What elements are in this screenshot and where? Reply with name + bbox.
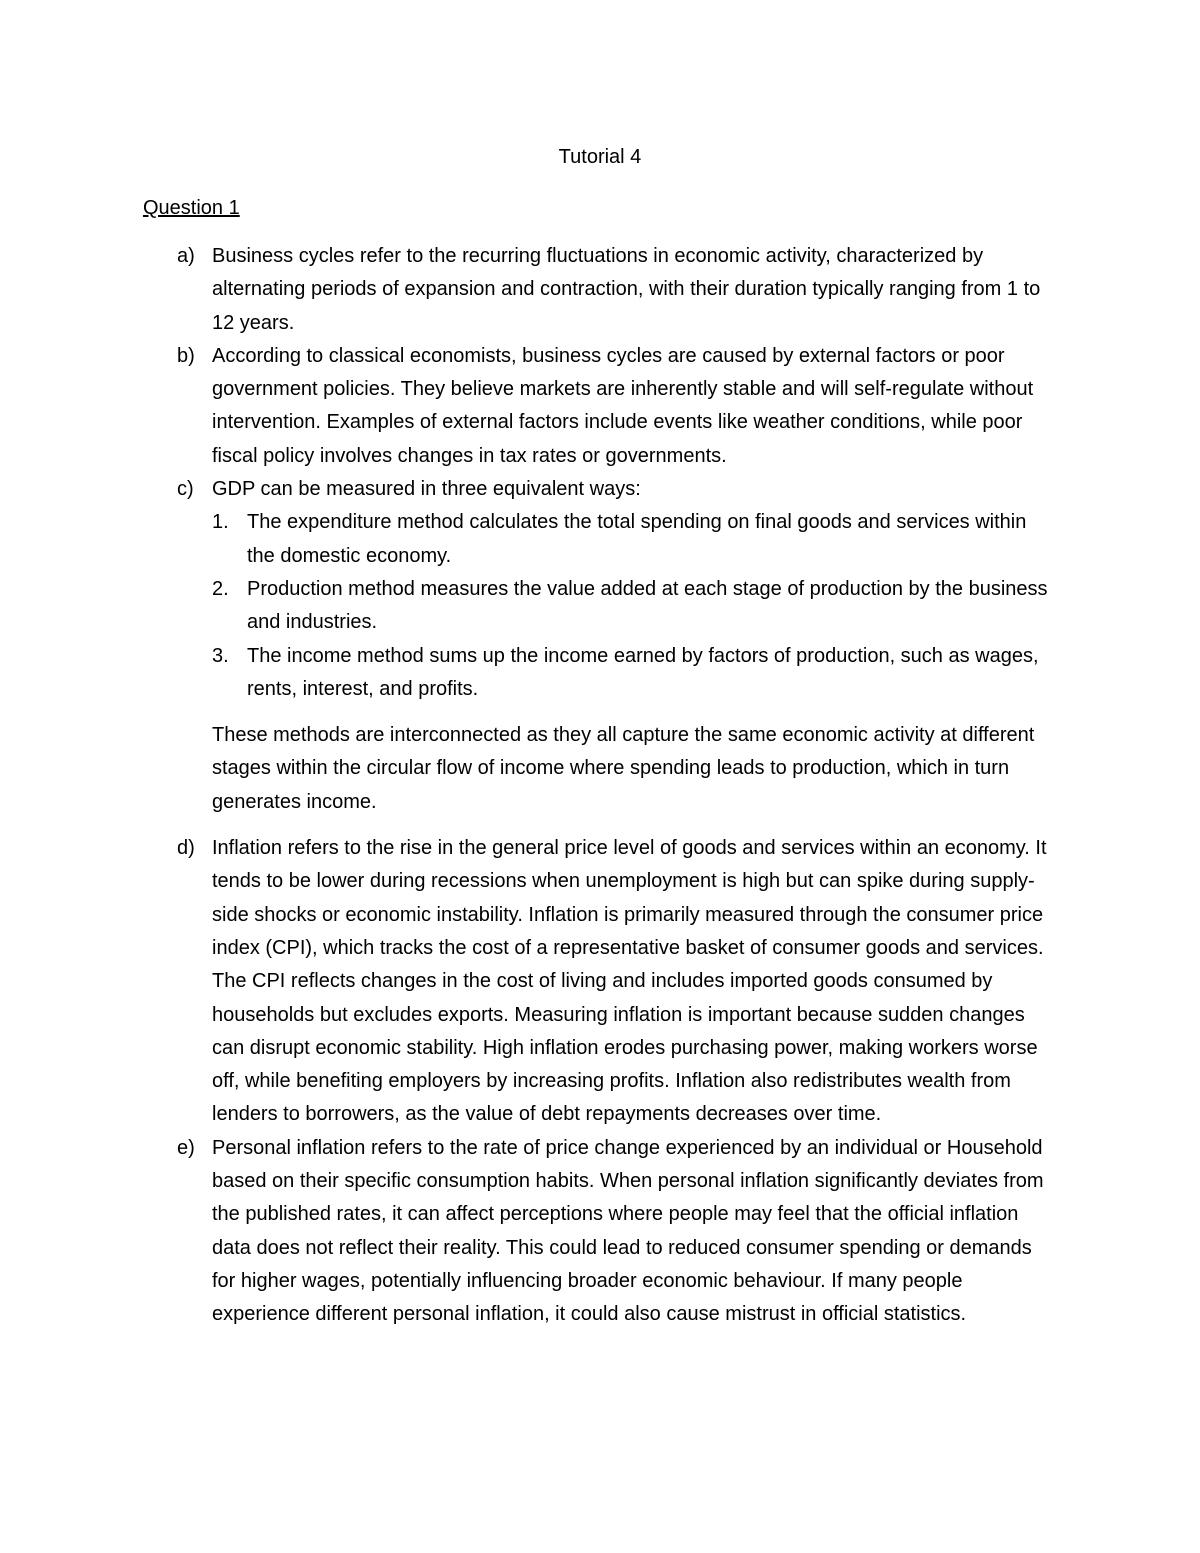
list-number: 3.: [212, 644, 229, 667]
answer-item-e: [0, 1132, 1058, 1332]
answer-item-c: [0, 473, 1058, 506]
document-title: Tutorial 4: [558, 146, 642, 168]
list-number: 2.: [212, 577, 229, 600]
list-item-text: The expenditure method calculates the total spending on final goods and services within the domestic economy.: [247, 511, 1027, 567]
item-marker: c): [177, 478, 194, 501]
answer-item-d: [0, 832, 1058, 1132]
item-marker: b): [177, 344, 195, 367]
list-item-text: Production method measures the value added at each stage of production by the business and industries.: [247, 577, 1048, 634]
answer-item-b: [0, 340, 1058, 473]
question-heading: Question 1: [143, 197, 240, 219]
list-item: [0, 506, 1058, 573]
item-text: According to classical economists, business cycles are caused by external factors or poor government policies. They believe markets are inherently stable and will self-regulate without intervention. Examples of external factors include events like weather conditions, while poor fiscal policy involves changes in tax rates or governments.: [212, 344, 1034, 467]
answer-item-a: [0, 240, 1058, 340]
answer-list: [0, 240, 1200, 1332]
list-item-text: The income method sums up the income earned by factors of production, such as wages, rents, interest, and profits.: [247, 644, 1039, 700]
list-item: [0, 573, 1058, 640]
gdp-methods-list: [0, 506, 1200, 706]
item-marker: d): [177, 837, 195, 860]
item-marker: a): [177, 245, 195, 267]
list-item: [0, 640, 1058, 707]
gdp-methods-summary: These methods are interconnected as they all capture the same economic activity at different stages within the circular flow of income where spending leads to production, which in turn generates income.: [212, 724, 1035, 813]
list-number: 1.: [212, 511, 229, 534]
item-text: Inflation refers to the rise in the general price level of goods and services within an economy. It tends to be lower during recessions when unemployment is high but can spike during supply-side shocks or economic instability. Inflation is primarily measured through the consumer price index (CPI), which tracks the cost of a representative basket of consumer goods and services. The CPI reflects changes in the cost of living and includes imported goods consumed by households but excludes exports. Measuring inflation is important because sudden changes can disrupt economic stability. High inflation erodes purchasing power, making workers worse off, while benefiting employers by increasing profits. Inflation also redistributes wealth from lenders to borrowers, as the value of debt repayments decreases over time.: [212, 837, 1047, 1126]
item-text: GDP can be measured in three equivalent ways:: [212, 478, 641, 501]
item-marker: e): [177, 1136, 195, 1159]
item-text: Business cycles refer to the recurring fluctuations in economic activity, characterized by alternating periods of expansion and contraction, with their duration typically ranging from 1 to 12 years.: [212, 245, 1041, 334]
item-text: Personal inflation refers to the rate of price change experienced by an individual or Household based on their specific consumption habits. When personal inflation significantly deviates from the published rates, it can affect perceptions where people may feel that the official inflation data does not reflect their reality. This could lead to reduced consumer spending or demands for higher wages, potentially influencing broader economic behaviour. If many people experience different personal inflation, it could also cause mistrust in official statistics.: [212, 1136, 1044, 1326]
